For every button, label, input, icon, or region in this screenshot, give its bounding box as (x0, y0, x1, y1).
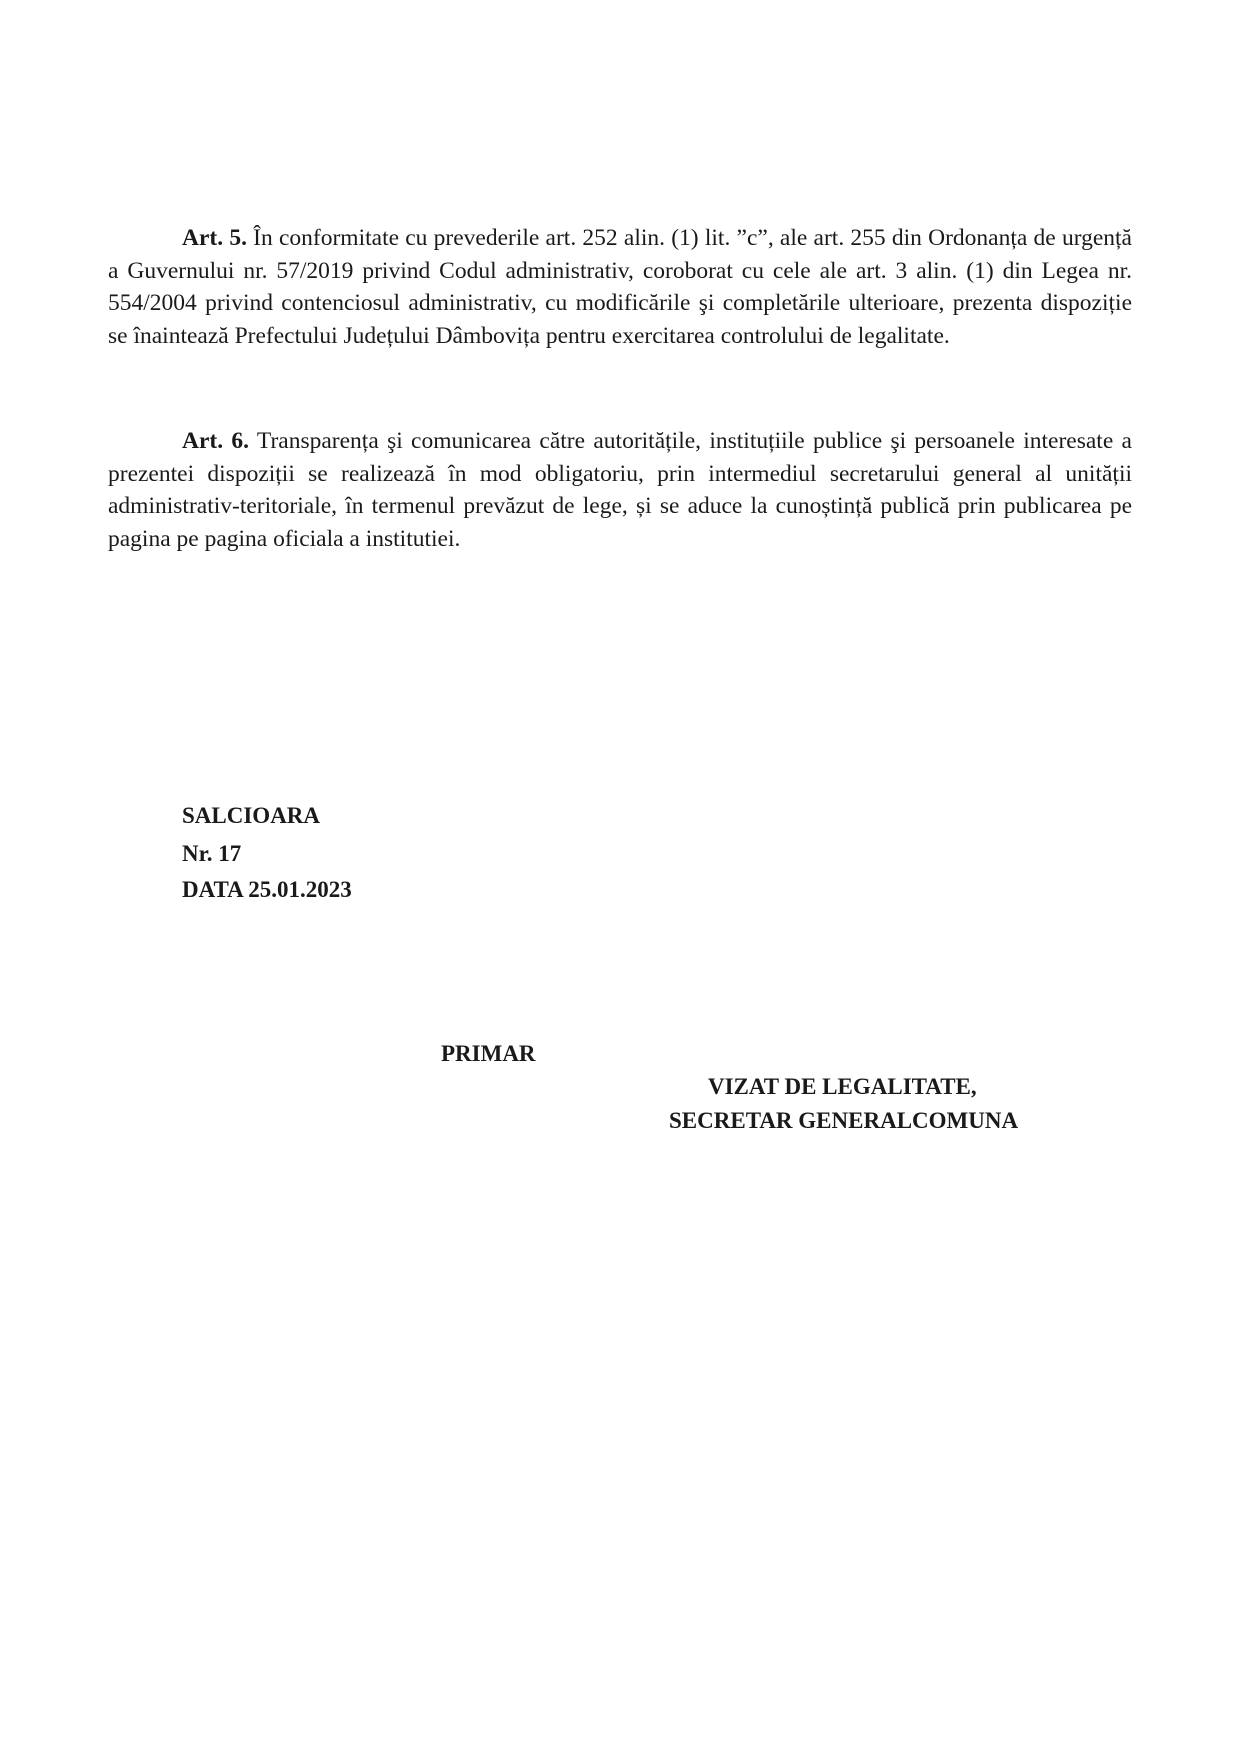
article-5 (108, 222, 1132, 352)
document-number: Nr. 17 (182, 841, 242, 866)
issuing-locality: SALCIOARA (182, 803, 321, 828)
document-date: DATA 25.01.2023 (182, 877, 352, 902)
article-6-text: Transparența şi comunicarea către autoritățile, instituțiile publice şi persoanele interesate a prezentei dispoziții se realizează în mod obligatoriu, prin intermediul secretarului general al unității administrativ-teritoriale, în termenul prevăzut de lege, și se aduce la cunoștință publică prin publicarea pe pagina pe pagina oficiala a institutiei. (108, 428, 1132, 552)
article-5-text: În conformitate cu prevederile art. 252 alin. (1) lit. ”c”, ale art. 255 din Ordonanța de urgență a Guvernului nr. 57/2019 privind Codul administrativ, coroborat cu cele ale art. 3 alin. (1) din Legea nr. 554/2004 privind contenciosul administrativ, cu modificările şi completările ulterioare, prezenta dispoziție se înaintează Prefectului Județului Dâmbovița pentru exercitarea controlului de legalitate. (108, 225, 1132, 349)
mayor-signature-title: PRIMAR (441, 1041, 536, 1066)
article-6-label: Art. 6. (182, 428, 250, 454)
general-secretary-title: SECRETAR GENERALCOMUNA (669, 1108, 1019, 1133)
article-6 (108, 425, 1132, 555)
article-5-label: Art. 5. (182, 225, 247, 251)
legality-endorsement-title: VIZAT DE LEGALITATE, (708, 1074, 977, 1099)
